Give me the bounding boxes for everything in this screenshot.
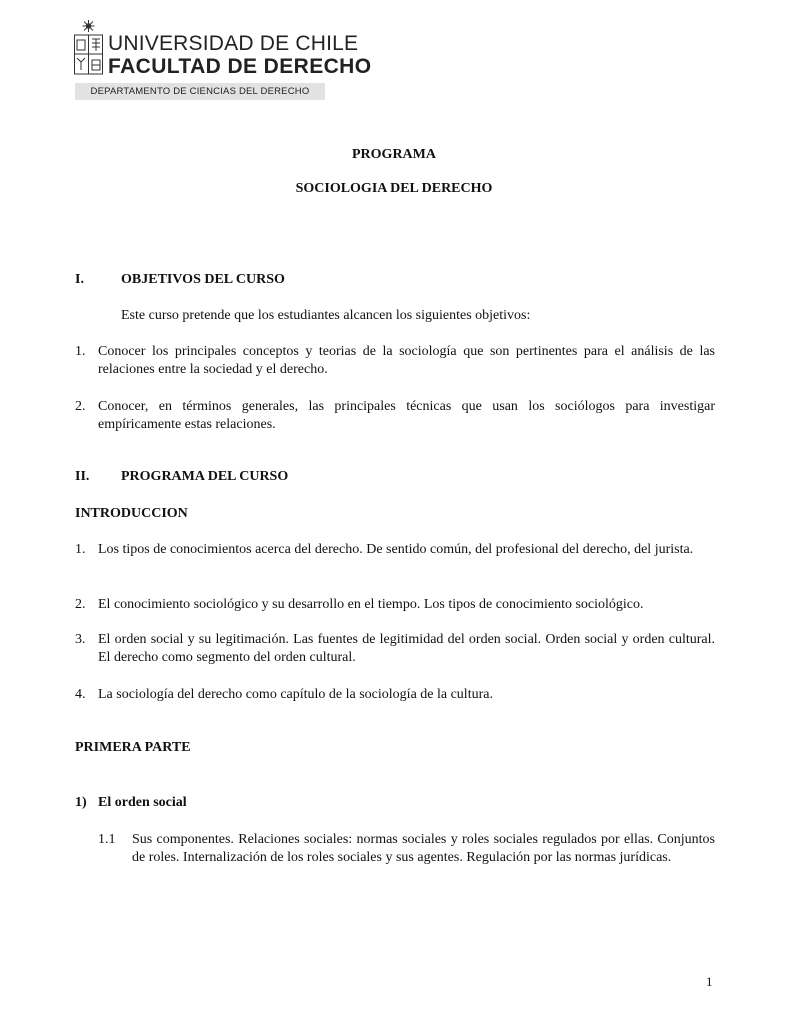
sub-list-item-number: 1.1 — [98, 832, 116, 847]
document-title: PROGRAMA — [352, 147, 436, 162]
faculty-name: FACULTAD DE DERECHO — [108, 55, 372, 78]
list-item — [75, 541, 715, 559]
university-seal-logo — [73, 18, 104, 76]
list-item-text: Conocer, en términos generales, las principales técnicas que usan los sociólogos para investigar empíricamente estas relaciones. — [98, 399, 715, 432]
list-item — [75, 686, 715, 704]
section-2-heading: PROGRAMA DEL CURSO — [121, 469, 289, 484]
list-item-text: Conocer los principales conceptos y teorias de la sociología que son pertinentes para el análisis de las relaciones entre la sociedad y el derecho. — [98, 344, 715, 377]
list-item-number: 4. — [75, 687, 86, 702]
list-item-text: El conocimiento sociológico y su desarrollo en el tiempo. Los tipos de conocimiento sociológico. — [98, 597, 644, 612]
list-item-number: 2. — [75, 597, 86, 612]
topic-number: 1) — [75, 795, 87, 810]
page-number: 1 — [706, 974, 713, 989]
sub-list-item — [98, 831, 715, 867]
list-item — [75, 596, 715, 614]
list-item-text: Los tipos de conocimientos acerca del derecho. De sentido común, del profesional del derecho, del jurista. — [98, 542, 694, 557]
list-item — [75, 398, 715, 434]
university-name: UNIVERSIDAD DE CHILE — [108, 32, 359, 55]
list-item-number: 2. — [75, 399, 86, 414]
section-1-number: I. — [75, 272, 84, 287]
list-item-number: 3. — [75, 632, 86, 647]
sub-list-item-text: Sus componentes. Relaciones sociales: normas sociales y roles sociales regulados por ellas. Conjuntos de roles. Internalización de los roles sociales y sus agentes. Regulación por las normas jurídicas. — [132, 832, 715, 865]
list-item — [75, 343, 715, 379]
list-item-number: 1. — [75, 542, 86, 557]
list-item-text: La sociología del derecho como capítulo de la sociología de la cultura. — [98, 687, 493, 702]
list-item — [75, 631, 715, 667]
document-subtitle: SOCIOLOGIA DEL DERECHO — [295, 181, 493, 196]
introduccion-heading: INTRODUCCION — [75, 506, 188, 521]
section-2-number: II. — [75, 469, 90, 484]
primera-parte-heading: PRIMERA PARTE — [75, 740, 191, 755]
list-item-text: El orden social y su legitimación. Las fuentes de legitimidad del orden social. Orden social y orden cultural. El derecho como segmento del orden cultural. — [98, 632, 715, 665]
list-item-number: 1. — [75, 344, 86, 359]
section-1-intro: Este curso pretende que los estudiantes alcancen los siguientes objetivos: — [121, 308, 531, 323]
topic-title: El orden social — [98, 795, 187, 810]
section-1-heading: OBJETIVOS DEL CURSO — [121, 272, 285, 287]
department-banner: DEPARTAMENTO DE CIENCIAS DEL DERECHO — [75, 83, 325, 100]
